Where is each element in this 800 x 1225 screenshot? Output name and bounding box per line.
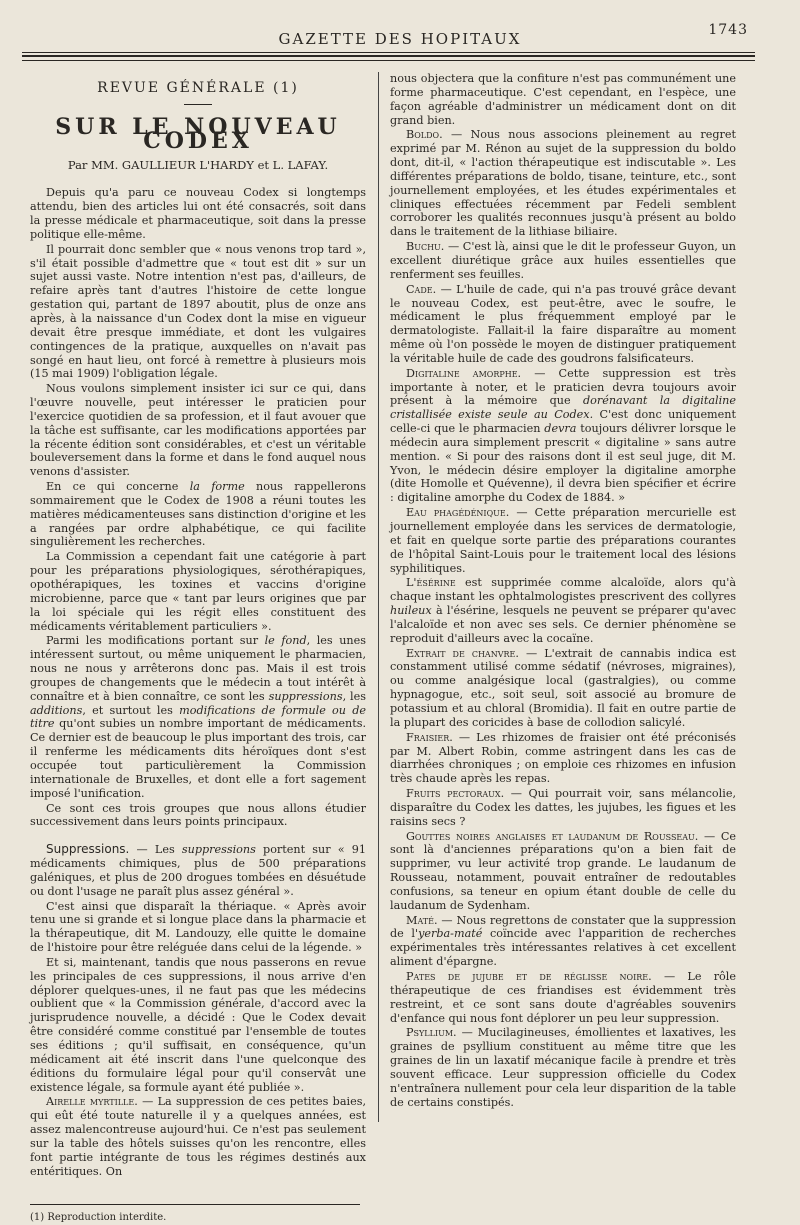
text-run: — Cette suppression est très importante à noter, et le praticien devra toujours avoir présent à la mémoire que xyxy=(390,366,736,408)
text-run: Parmi les modifications portant sur xyxy=(46,634,265,648)
footnote: (1) Reproduction interdite. xyxy=(30,1212,167,1224)
emphasis: la forme xyxy=(189,480,245,494)
paragraph xyxy=(390,914,736,969)
entry-heading: Buchu. xyxy=(406,240,445,254)
paragraph xyxy=(390,830,736,913)
text-run: , les xyxy=(342,689,366,703)
section-heading: REVUE GÉNÉRALE (1) xyxy=(97,80,299,96)
emphasis: devra xyxy=(544,422,577,436)
paragraph xyxy=(390,1026,736,1109)
title-rule xyxy=(184,104,212,105)
text-run: toujours délivrer lorsque le médecin aura simplement prescrit « digitaline » sans autre mention. « Si pour des raisons dont il est seul juge, dit M. Yvon, le médecin désire employer la digitaline amorphe (dite Homolle et Quévenne), il devra bien spécifier et écrire : digitaline amorphe du Codex de 1884. » xyxy=(390,422,737,505)
footnote-rule xyxy=(30,1204,360,1205)
text-run: , les unes intéressent surtout, ou même uniquement le pharmacien, nous ne nous y arrêterons donc pas. Mais il est trois groupes de changements que le médecin a tout intérêt à connaître et à bien connaître, ce sont les xyxy=(30,634,366,703)
paragraph xyxy=(390,787,736,829)
column-divider xyxy=(378,72,379,1122)
running-header: GAZETTE DES HOPITAUX xyxy=(278,30,522,48)
entry-heading: Psyllium. xyxy=(406,1026,457,1040)
emphasis: modifications de formule ou de titre xyxy=(30,703,366,731)
article-authors: Par MM. GAULLIEUR L'HARDY et L. LAFAY. xyxy=(67,157,329,172)
paragraph: Nous voulons simplement insister ici sur ce qui, dans l'œuvre nouvelle, peut intéresser le praticien pour l'exercice quotidien de sa profession, et il faut avouer que la tâche est suffisante, car les modifications apportées par la récente édition sont considérables, et c'est un véritable bouleversement dans la forme et dans le fond auquel nous venons d'assister. xyxy=(30,382,366,479)
text-run: — L'huile de cade, qui n'a pas trouvé grâce devant le nouveau Codex, est peut-être, avec le soufre, le médicament le plus fréquemment employé par le dermatologiste. Fallait-il la faire disparaître au moment même où l'on possède le moyen de distinguer pratiquement la véritable huile de cade des goudrons falsificateurs. xyxy=(390,282,736,365)
text-run: , et surtout les xyxy=(82,703,180,717)
left-column xyxy=(30,72,366,1225)
paragraph xyxy=(30,843,366,898)
text-run: — Ce sont là d'anciennes préparations qu'on a bien fait de supprimer, vu leur activité trop grande. Le laudanum de Rousseau, notamment, pouvait entraîner de redoutables confusions, sa teneur en opium étant double de celle du laudanum de Sydenham. xyxy=(390,829,737,912)
text-run: — Nous nous associons pleinement au regret exprimé par M. Rénon au sujet de la suppression du boldo dont, dit-il, « l'action thérapeutique est indiscutable ». Les différentes préparations de boldo, tisane, teinture, etc., sont journellement employées, et les études expérimentales et cliniques effectuées récemment par Fedeli semblent corroborer les qualités reconnues jusqu'à présent au boldo dans le traitement de la lithiase biliaire. xyxy=(390,128,736,239)
paragraph xyxy=(390,647,736,730)
text-run: — Mucilagineuses, émollientes et laxatives, les graines de psyllium constituent au même titre que les graines de lin un laxatif mécanique facile à prendre et très souvent efficace. Leur suppression officielle du Codex n'entraînera nullement pour cela leur disparition de la table de certains constipés. xyxy=(390,1026,736,1109)
paragraph: nous objectera que la confiture n'est pas communément une forme pharmaceutique. C'est cependant, en l'espèce, une façon agréable d'administrer un médicament dont on dit grand bien. xyxy=(390,72,736,127)
entry-heading: Extrait de chanvre. xyxy=(406,646,519,660)
entry-heading: Boldo. xyxy=(406,128,443,142)
entry-heading: L'ésérine xyxy=(406,576,456,590)
entry-heading: Fraisier. xyxy=(406,730,453,744)
paragraph xyxy=(390,240,736,282)
text-run: est supprimée comme alcaloïde, alors qu'à chaque instant les ophtalmologistes prescrivent des collyres xyxy=(390,576,736,604)
text-run: portent sur « 91 médicaments chimiques, plus de 500 préparations galéniques, et plus de 200 drogues tombées en désuétude ou dont l'usage ne paraît plus assez général ». xyxy=(30,843,366,898)
header-rule-thin-lower xyxy=(22,60,755,61)
entry-heading: Eau phagédénique. xyxy=(406,506,510,520)
text-run: — Cette préparation mercurielle est journellement employée dans les services de dermatologie, et fait en quelque sorte partie des préparations courantes de l'hôpital Saint-Louis pour le traitement local des lésions syphilitiques. xyxy=(390,506,736,575)
paragraph: Et si, maintenant, tandis que nous passerons en revue les principales de ces suppressions, il nous arrive d'en déplorer quelques-unes, il ne faut pas que les médecins oublient que « la Commission générale, d'accord avec la jurisprudence nouvelle, a décidé : Que le Codex devait être considéré comme constitué par l'ensemble de toutes ses éditions ; qu'il suffisait, en conséquence, qu'un médicament ait été inscrit dans l'une quelconque des éditions du formulaire légal pour qu'il conservât une existence légale, sa formule ayant été publiée ». xyxy=(30,955,366,1094)
entry-heading: Cade. xyxy=(406,282,437,296)
paragraph: Il pourrait donc sembler que « nous venons trop tard », s'il était possible d'admettre que « tout est dit » sur un sujet aussi vaste. Notre intention n'est pas, d'ailleurs, de refaire après tant d'autres l'histoire de cette longue gestation qui, partant de 1897 aboutit, plus de onze ans après, à la naissance d'un Codex dont la mise en vigueur devait être presque immédiate, et dont les vulgaires contingences de la pratique, auxquelles on n'avait pas songé en haut lieu, ont forcé à remettre à plusieurs mois (15 mai 1909) l'obligation légale. xyxy=(30,242,366,381)
paragraph xyxy=(390,576,736,645)
emphasis: yerba-maté xyxy=(418,927,483,941)
paragraph xyxy=(390,367,736,505)
text-run: coïncide avec l'apparition de recherches expérimentales très intéressantes relatives à cet excellent aliment d'épargne. xyxy=(390,927,736,969)
text-run: à l'ésérine, lesquels ne peuvent se préparer qu'avec l'alcaloïde et non avec ses sels. Ce dernier phénomène se reproduit d'ailleurs avec la cocaïne. xyxy=(390,604,736,645)
paragraph xyxy=(30,1095,366,1178)
entry-heading: Fruits pectoraux. xyxy=(406,787,505,801)
emphasis: additions xyxy=(30,703,83,717)
right-column xyxy=(390,72,736,1109)
paragraph: La Commission a cependant fait une catégorie à part pour les préparations physiologiques, sérothérapiques, opothérapiques, les toxines et vaccins d'origine microbienne, parce que « tant par leurs origines que par la loi spéciale qui les régit elles constituent des médicaments véritablement particuliers ». xyxy=(30,550,366,633)
entry-heading: Airelle myrtille. xyxy=(46,1095,138,1109)
header-rule-thick xyxy=(22,55,755,57)
text-run: nous rappellerons sommairement que le Codex de 1908 a réuni toutes les matières médicamenteuses sans distinction d'origine et les a rangées par ordre alphabétique, ce qui facilite singulièrement les recherches. xyxy=(30,480,366,549)
subheading: Suppressions. xyxy=(46,842,130,857)
entry-heading: Gouttes noires anglaises et laudanum de Rousseau. xyxy=(406,829,699,843)
text-run: qu'ont subies un nombre important de médicaments. Ce dernier est de beaucoup le plus important des trois, car il renferme les médicaments dits héroïques dont s'est occupée tout particulièrement la Commission internationale de Bruxelles, et dont elle a fort sagement imposé l'unification. xyxy=(30,717,366,800)
text-run: En ce qui concerne xyxy=(46,480,190,494)
paragraph xyxy=(390,506,736,575)
entry-heading: Pates de jujube et de réglisse noire. xyxy=(406,970,652,983)
text-run: C'est donc uniquement celle-ci que le pharmacien xyxy=(390,408,736,436)
page-number: 1743 xyxy=(708,22,748,38)
entry-heading: Maté. xyxy=(406,913,438,927)
emphasis: suppressions xyxy=(268,689,343,703)
text-run: — Les rhizomes de fraisier ont été préconisés par M. Albert Robin, comme astringent dans les cas de diarrhées chroniques ; on emploie ces rhizomes en infusion très chaude après les repas. xyxy=(390,730,736,786)
emphasis: le fond xyxy=(264,634,307,648)
emphasis: huileux xyxy=(390,604,432,618)
paragraph: Depuis qu'a paru ce nouveau Codex si longtemps attendu, bien des articles lui ont été consacrés, soit dans la presse médicale et pharmaceutique, soit dans la presse politique elle-même. xyxy=(30,186,366,241)
emphasis: suppressions xyxy=(181,843,256,857)
text-run: — Qui pourrait voir, sans mélancolie, disparaître du Codex les dattes, les jujubes, les figues et les raisins secs ? xyxy=(390,787,737,828)
header-rule-thin xyxy=(22,52,755,53)
paragraph xyxy=(390,731,736,786)
article-title: SUR LE NOUVEAU CODEX xyxy=(55,113,341,154)
paragraph: Ce sont ces trois groupes que nous allons étudier successivement dans leurs points principaux. xyxy=(30,801,366,829)
text-run: — La suppression de ces petites baies, qui eût été toute naturelle il y a quelques années, est assez malencontreuse aujourd'hui. Ce n'est pas seulement sur la table des hôtels suisses qu'on les rencontre, elles font partie intégrante de tous les régimes destinés aux entéritiques. On xyxy=(30,1095,366,1178)
entry-heading: Digitaline amorphe. xyxy=(406,366,522,380)
text-run: — Les xyxy=(129,843,182,857)
paragraph xyxy=(390,128,736,239)
paragraph xyxy=(30,634,366,800)
text-run: — Le rôle thérapeutique de ces friandises est évidemment très restreint, et ce sont sans doute d'agréables souvenirs d'enfance qui nous font déplorer un peu leur suppression. xyxy=(390,970,736,1025)
text-run: — Nous regrettons de constater que la suppression de l' xyxy=(390,913,736,941)
emphasis: dorénavant la digitaline cristallisée existe seule au Codex. xyxy=(390,394,736,422)
paragraph: C'est ainsi que disparaît la thériaque. « Après avoir tenu une si grande et si longue place dans la pharmacie et la thérapeutique, dit M. Landouzy, elle quitte le domaine de l'histoire pour être reléguée dans celui de la légende. » xyxy=(30,899,366,955)
text-run: — C'est là, ainsi que le dit le professeur Guyon, un excellent diurétique grâce aux huiles essentielles que renferment ses feuilles. xyxy=(390,240,736,281)
paragraph xyxy=(390,283,736,366)
text-run: — L'extrait de cannabis indica est constamment utilisé comme sédatif (névroses, migraines), ou comme analgésique local (gastralgies), ou comme hypnagogue, etc., soit seul, soit associé au bromure de potassium et au chloral (Bromidia). Il fait en outre partie de la plupart des coricides à base de collodion salicylé. xyxy=(390,646,736,729)
paragraph xyxy=(30,480,366,549)
paragraph xyxy=(390,970,736,1025)
